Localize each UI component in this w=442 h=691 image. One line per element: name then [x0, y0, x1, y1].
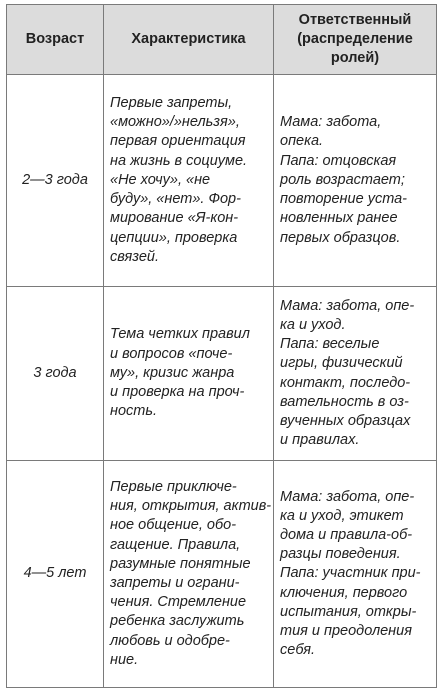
table-row	[7, 75, 437, 287]
cell-line: Первые запреты,	[110, 95, 233, 112]
cell-line: Папа: веселые	[280, 336, 380, 353]
characteristic-cell	[104, 461, 274, 688]
cell-line: Папа: отцовская	[280, 152, 397, 169]
roles-table	[6, 4, 437, 688]
responsible-cell	[274, 75, 437, 287]
cell-line: запреты и ограни-	[110, 575, 240, 591]
header-responsible-line: Ответственный	[298, 12, 412, 28]
cell-line: связей.	[110, 248, 159, 265]
cell-line: ние.	[110, 651, 139, 668]
cell-line: повторение уста-	[280, 191, 408, 208]
table-row	[7, 287, 437, 461]
characteristic-cell	[104, 287, 274, 461]
cell-line: ключения, первого	[280, 584, 408, 601]
cell-line: ребенка заслужить	[110, 613, 245, 630]
header-responsible-line: (распределение	[297, 31, 413, 47]
cell-line: первая ориентация	[110, 133, 246, 150]
cell-line: себя.	[280, 642, 316, 659]
cell-line: вученных образцах	[280, 412, 411, 429]
cell-line: ка и уход.	[280, 316, 346, 333]
responsible-cell	[274, 461, 437, 688]
cell-line: тия и преодоления	[280, 623, 412, 639]
cell-line: мирование «Я-кон-	[110, 210, 239, 227]
cell-line: вательность в оз-	[280, 393, 409, 410]
header-age: Возраст	[7, 5, 104, 75]
cell-line: и проверка на проч-	[110, 384, 245, 401]
cell-line: Мама: забота, опе-	[280, 297, 415, 314]
cell-line: Тема четких правил	[110, 326, 250, 343]
cell-line: и вопросов «поче-	[110, 345, 233, 362]
responsible-cell	[274, 287, 437, 461]
cell-line: му», кризис жанра	[110, 364, 235, 381]
cell-line: разумные понятные	[110, 555, 251, 572]
cell-line: ность.	[110, 403, 158, 420]
cell-line: любовь и одобре-	[110, 632, 230, 649]
age-cell: 4—5 лет	[7, 461, 104, 688]
cell-line: «Не хочу», «не	[110, 171, 211, 188]
cell-line: ния, открытия, актив-	[110, 498, 272, 515]
table-row	[7, 461, 437, 688]
cell-line: буду», «нет». Фор-	[110, 191, 241, 208]
cell-line: цепции», проверка	[110, 229, 238, 246]
cell-line: Мама: забота, опе-	[280, 488, 415, 505]
header-characteristic: Характеристика	[104, 5, 274, 75]
header-responsible	[274, 5, 437, 75]
cell-line: ное общение, обо-	[110, 517, 237, 534]
header-row	[7, 5, 437, 75]
cell-line: новленных ранее	[280, 210, 398, 227]
cell-line: опека.	[280, 133, 324, 150]
cell-line: роль возрастает;	[280, 171, 405, 188]
cell-line: и правилах.	[280, 432, 360, 449]
cell-line: на жизнь в социуме.	[110, 152, 248, 169]
cell-line: гащение. Правила,	[110, 536, 241, 553]
cell-line: испытания, откры-	[280, 603, 417, 620]
cell-line: Папа: участник при-	[280, 565, 421, 582]
cell-line: игры, физический	[280, 355, 403, 372]
age-cell: 2—3 года	[7, 75, 104, 287]
cell-line: разцы поведения.	[280, 546, 401, 563]
cell-line: чения. Стремление	[110, 594, 247, 611]
cell-line: дома и правила-об-	[280, 526, 413, 543]
header-responsible-line: ролей)	[330, 50, 380, 66]
cell-line: Первые приключе-	[110, 478, 237, 495]
cell-line: «можно»/»нельзя»,	[110, 114, 240, 131]
cell-line: ка и уход, этикет	[280, 507, 404, 524]
cell-line: первых образцов.	[280, 229, 401, 246]
age-cell: 3 года	[7, 287, 104, 461]
characteristic-cell	[104, 75, 274, 287]
cell-line: контакт, последо-	[280, 374, 411, 391]
cell-line: Мама: забота,	[280, 114, 382, 131]
